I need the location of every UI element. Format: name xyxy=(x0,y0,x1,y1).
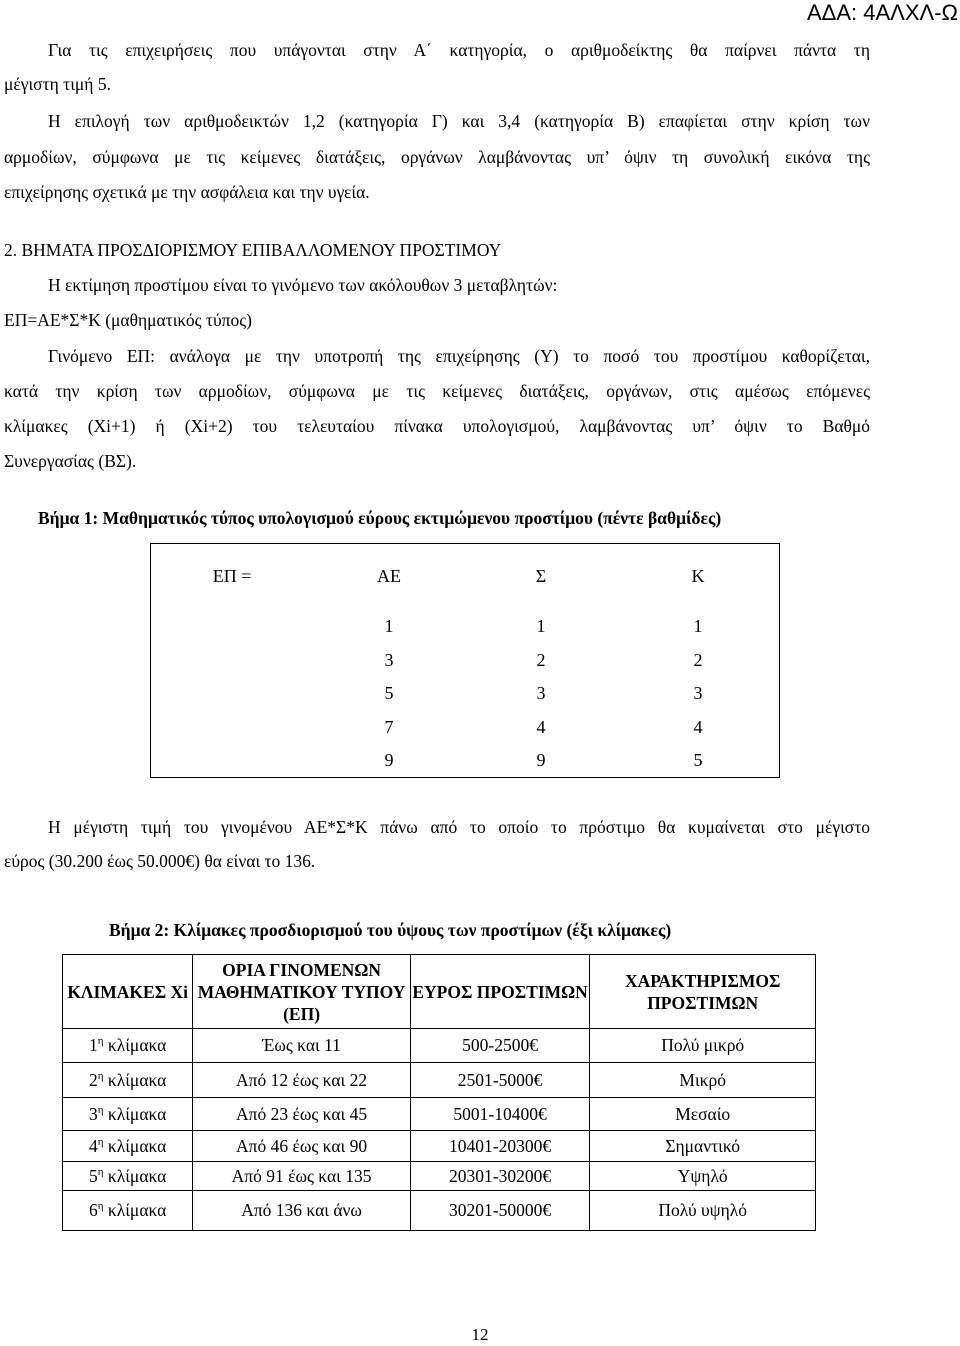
scale-header-row xyxy=(63,955,816,1029)
scale-header-limits: ΟΡΙΑ ΓΙΝΟΜΕΝΩΝ ΜΑΘΗΜΑΤΙΚΟΥ ΤΥΠΟΥ (ΕΠ) xyxy=(193,955,410,1029)
step1-title: Βήμα 1: Μαθηματικός τύπος υπολογισμού εύρους εκτιμώμενου προστίμου (πέντε βαθμίδες) xyxy=(38,508,722,528)
section2-heading: 2. ΒΗΜΑΤΑ ΠΡΟΣΔΙΟΡΙΣΜΟΥ ΕΠΙΒΑΛΛΟΜΕΝΟΥ ΠΡΟΣΤΙΜΟΥ xyxy=(4,240,502,260)
scale-cell-range: 500-2500€ xyxy=(410,1029,590,1063)
formula-row xyxy=(151,744,780,778)
scale-row xyxy=(63,1098,816,1131)
scale-cell-characterization: Μικρό xyxy=(590,1063,816,1098)
scale-cell-characterization: Πολύ υψηλό xyxy=(590,1191,816,1231)
formula-cell: 3 xyxy=(693,683,703,703)
formula-header-s: Σ xyxy=(535,566,547,587)
scale-table xyxy=(62,954,816,1231)
scale-cell-limits: Από 23 έως και 45 xyxy=(193,1098,410,1131)
scale-cell-limits: Από 12 έως και 22 xyxy=(193,1063,410,1098)
scale-cell-range: 5001-10400€ xyxy=(410,1098,590,1131)
section2-para-line-1: Γινόμενο ΕΠ: ανάλογα με την υποτροπή της επιχείρησης (Υ) το ποσό του προστίμου καθορίζεται, xyxy=(48,346,870,366)
formula-cell: 7 xyxy=(384,716,394,737)
scale-cell-characterization: Σημαντικό xyxy=(590,1131,816,1162)
intro-para2-line-3: επιχείρησης σχετικά με την ασφάλεια και την υγεία. xyxy=(4,182,370,202)
formula-cell: 1 xyxy=(536,616,546,636)
scale-row xyxy=(63,1063,816,1098)
scale-cell-level: $4^\eta$ κλίμακα xyxy=(63,1131,193,1162)
section2-formula-line: ΕΠ=ΑΕ*Σ*Κ (μαθηματικός τύπος) xyxy=(4,310,252,330)
scale-cell-range: 10401-20300€ xyxy=(410,1131,590,1162)
intro-line-2: μέγιστη τιμή 5. xyxy=(4,74,111,94)
scale-cell-limits: Από 91 έως και 135 xyxy=(193,1162,410,1191)
formula-table xyxy=(150,543,780,778)
scale-header-characterization: ΧΑΡΑΚΤΗΡΙΣΜΟΣ ΠΡΟΣΤΙΜΩΝ xyxy=(590,955,816,1029)
intro-para2-line-2: αρμοδίων, σύμφωνα με τις κείμενες διατάξεις, οργάνων λαμβάνοντας υπ’ όψιν τη συνολική εικόνα της xyxy=(4,147,870,167)
scale-cell-level: $1^\eta$ κλίμακα xyxy=(63,1029,193,1063)
formula-cell: 5 xyxy=(693,749,703,770)
intro-line-1: Για τις επιχειρήσεις που υπάγονται στην Α΄ κατηγορία, ο αριθμοδείκτης θα παίρνει πάντα τη xyxy=(48,40,870,60)
scale-header-range: ΕΥΡΟΣ ΠΡΟΣΤΙΜΩΝ xyxy=(410,955,590,1029)
formula-cell: 5 xyxy=(384,683,394,703)
scale-cell-characterization: Μεσαίο xyxy=(590,1098,816,1131)
formula-row xyxy=(151,677,780,711)
scale-header-scales: ΚΛΙΜΑΚΕΣ Χi xyxy=(63,955,193,1029)
section2-para-line-4: Συνεργασίας (ΒΣ). xyxy=(4,451,137,471)
scale-cell-range: 30201-50000€ xyxy=(410,1191,590,1231)
step2-title: Βήμα 2: Κλίμακες προσδιορισμού του ύψους των προστίμων (έξι κλίμακες) xyxy=(109,920,672,940)
scale-cell-characterization: Πολύ μικρό xyxy=(590,1029,816,1063)
step1-note-line-2: εύρος (30.200 έως 50.000€) θα είναι το 136. xyxy=(4,851,316,871)
scale-row xyxy=(63,1131,816,1162)
formula-cell: 2 xyxy=(693,649,703,670)
formula-cell: 4 xyxy=(693,716,703,737)
formula-cell: 1 xyxy=(384,616,394,636)
formula-header-ep: ΕΠ = xyxy=(212,566,252,587)
scale-row xyxy=(63,1162,816,1191)
scale-cell-range: 2501-5000€ xyxy=(410,1063,590,1098)
document-code: ΑΔΑ: 4ΑΛΧΛ-Ω xyxy=(806,0,958,25)
page-number: 12 xyxy=(471,1325,489,1344)
section2-para-line-2: κατά την κρίση των αρμοδίων, σύμφωνα με τις κείμενες διατάξεις, οργάνων, στις αμέσως επόμενες xyxy=(4,381,870,401)
scale-row xyxy=(63,1029,816,1063)
formula-cell: 2 xyxy=(536,649,546,670)
formula-cell: 3 xyxy=(384,649,394,670)
scale-row xyxy=(63,1191,816,1231)
scale-cell-limits: Από 136 και άνω xyxy=(193,1191,410,1231)
scale-cell-level: $2^\eta$ κλίμακα xyxy=(63,1063,193,1098)
step1-note-line-1: Η μέγιστη τιμή του γινομένου ΑΕ*Σ*Κ πάνω από το οποίο το πρόστιμο θα κυμαίνεται στο μέγιστο xyxy=(48,817,870,837)
intro-para2-line-1: Η επιλογή των αριθμοδεικτών 1,2 (κατηγορία Γ) και 3,4 (κατηγορία Β) επαφίεται στην κρίση των xyxy=(48,111,870,131)
scale-cell-level: $3^\eta$ κλίμακα xyxy=(63,1098,193,1131)
formula-header-row xyxy=(151,544,780,610)
formula-cell: 9 xyxy=(536,749,546,770)
formula-row xyxy=(151,644,780,677)
section2-para-line-3: κλίμακες (Χi+1) ή (Χi+2) του τελευταίου πίνακα υπολογισμού, λαμβάνοντας υπ’ όψιν το Βαθμό xyxy=(4,416,870,436)
scale-cell-characterization: Υψηλό xyxy=(590,1162,816,1191)
scale-cell-limits: Έως και 11 xyxy=(193,1029,410,1063)
formula-cell: 9 xyxy=(384,749,394,770)
scale-cell-level: $6^\eta$ κλίμακα xyxy=(63,1191,193,1231)
formula-cell: 3 xyxy=(536,683,546,703)
scale-cell-range: 20301-30200€ xyxy=(410,1162,590,1191)
scale-cell-limits: Από 46 έως και 90 xyxy=(193,1131,410,1162)
formula-header-ae: ΑΕ xyxy=(377,566,402,587)
formula-cell: 1 xyxy=(693,616,703,636)
formula-row xyxy=(151,711,780,744)
scale-cell-level: $5^\eta$ κλίμακα xyxy=(63,1162,193,1191)
formula-row xyxy=(151,610,780,644)
formula-cell: 4 xyxy=(536,716,546,737)
section2-line-1: Η εκτίμηση προστίμου είναι το γινόμενο των ακόλουθων 3 μεταβλητών: xyxy=(48,275,558,295)
formula-header-k: Κ xyxy=(691,566,705,587)
